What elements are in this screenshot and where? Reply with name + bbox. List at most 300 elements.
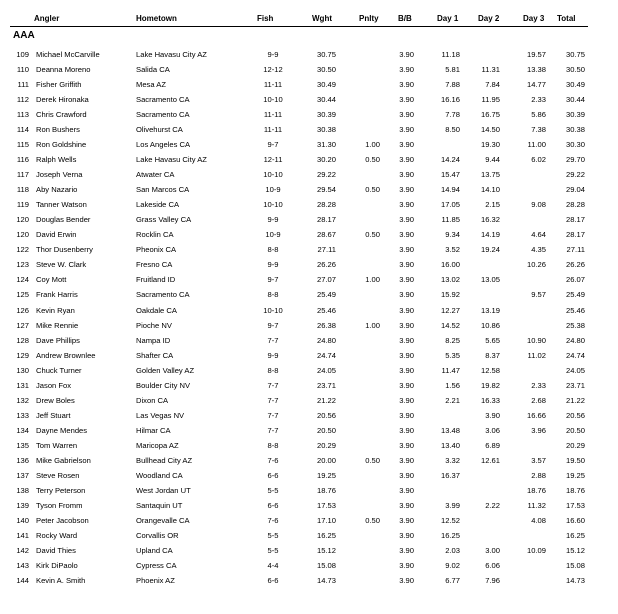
col-big-bass: 3.90 (399, 305, 414, 315)
col-day2: 13.75 (480, 170, 500, 180)
col-hometown: Woodland CA (136, 470, 183, 480)
col-weight: 25.46 (316, 305, 336, 315)
col-fish: 10-10 (263, 200, 283, 210)
col-day2: 16.75 (480, 110, 500, 120)
table-row (0, 303, 618, 318)
table-row (0, 257, 618, 272)
col-big-bass: 3.90 (399, 576, 414, 586)
col-big-bass: 3.90 (399, 275, 414, 285)
col-day2: 6.06 (485, 561, 500, 571)
col-day1: 7.88 (445, 80, 460, 90)
col-place: 114 (16, 125, 29, 135)
header-wght: Wght (312, 14, 332, 23)
col-big-bass: 3.90 (399, 515, 414, 525)
col-day2: 3.06 (485, 425, 500, 435)
table-row (0, 453, 618, 468)
col-day2: 8.37 (485, 350, 500, 360)
section-title: AAA (13, 30, 35, 41)
table-row (0, 573, 618, 588)
col-day1: 17.05 (440, 200, 460, 210)
col-day1: 9.02 (445, 561, 460, 571)
col-angler: Jason Fox (36, 380, 72, 390)
col-day1: 5.81 (445, 65, 460, 75)
col-day2: 19.30 (480, 140, 500, 150)
col-angler: Mike Rennie (36, 320, 79, 330)
col-total: 23.71 (565, 380, 585, 390)
col-weight: 29.54 (316, 185, 336, 195)
col-penalty: 1.00 (365, 320, 380, 330)
col-hometown: Santaquin UT (136, 500, 183, 510)
col-fish: 12-11 (263, 155, 283, 165)
col-day3: 19.57 (526, 50, 546, 59)
col-weight: 31.30 (316, 140, 336, 150)
col-day2: 11.31 (481, 65, 500, 75)
col-day1: 12.52 (440, 515, 460, 525)
col-weight: 15.12 (316, 545, 336, 555)
col-place: 127 (16, 320, 29, 330)
col-day3: 2.33 (531, 95, 546, 105)
table-row (0, 543, 618, 558)
col-fish: 9-7 (267, 320, 279, 330)
col-big-bass: 3.90 (399, 170, 414, 180)
col-day2: 7.84 (485, 80, 500, 90)
table-row (0, 318, 618, 333)
col-day1: 16.00 (440, 260, 460, 270)
table-row (0, 47, 618, 62)
col-angler: Michael McCarville (36, 50, 100, 59)
col-big-bass: 3.90 (399, 410, 414, 420)
col-weight: 21.22 (316, 395, 336, 405)
table-row (0, 498, 618, 513)
col-day2: 6.89 (485, 440, 500, 450)
table-row (0, 423, 618, 438)
col-total: 29.70 (565, 155, 585, 165)
col-angler: Tanner Watson (36, 200, 87, 210)
col-day2: 12.58 (480, 365, 500, 375)
col-hometown: Olivehurst CA (136, 125, 183, 135)
col-fish: 9-9 (267, 350, 279, 360)
col-fish: 7-7 (267, 410, 279, 420)
col-day1: 6.77 (445, 576, 460, 586)
table-row (0, 438, 618, 453)
col-day3: 6.02 (531, 155, 546, 165)
col-day3: 9.08 (531, 200, 546, 210)
col-day3: 7.38 (531, 125, 546, 135)
col-weight: 27.07 (316, 275, 336, 285)
col-fish: 6-6 (267, 576, 279, 586)
col-fish: 7-6 (267, 515, 279, 525)
col-angler: Steve W. Clark (36, 260, 87, 270)
col-weight: 28.28 (316, 200, 336, 210)
col-angler: Steve Rosen (36, 470, 80, 480)
col-day3: 2.88 (531, 470, 546, 480)
col-hometown: Sacramento CA (136, 95, 190, 105)
col-angler: Ron Bushers (36, 125, 80, 135)
col-weight: 30.38 (316, 125, 336, 135)
table-row (0, 287, 618, 302)
header-bb: B/B (398, 14, 412, 23)
col-total: 15.08 (565, 561, 585, 571)
col-place: 135 (16, 440, 29, 450)
col-fish: 6-6 (267, 500, 279, 510)
table-row (0, 227, 618, 242)
col-fish: 11-11 (263, 110, 283, 120)
col-day2: 16.33 (480, 395, 500, 405)
col-fish: 10-10 (263, 305, 283, 315)
col-penalty: 1.00 (365, 140, 380, 150)
col-angler: Kirk DiPaolo (36, 561, 78, 571)
col-weight: 30.20 (316, 155, 336, 165)
col-total: 30.50 (565, 65, 585, 75)
col-big-bass: 3.90 (399, 320, 414, 330)
col-total: 28.28 (565, 200, 585, 210)
col-big-bass: 3.90 (399, 200, 414, 210)
col-weight: 27.11 (317, 245, 336, 255)
col-fish: 7-7 (267, 335, 279, 345)
col-day1: 11.85 (441, 215, 460, 225)
col-place: 120 (16, 215, 29, 225)
col-day3: 4.08 (531, 515, 546, 525)
col-fish: 9-9 (267, 215, 279, 225)
col-angler: Chris Crawford (36, 110, 87, 120)
col-place: 143 (16, 561, 29, 571)
col-place: 131 (16, 380, 29, 390)
col-hometown: Pheonix CA (136, 245, 177, 255)
col-hometown: Lakeside CA (136, 200, 180, 210)
col-weight: 24.05 (316, 365, 336, 375)
col-angler: Peter Jacobson (36, 515, 89, 525)
col-weight: 20.56 (316, 410, 336, 420)
col-total: 19.50 (565, 455, 585, 465)
col-big-bass: 3.90 (399, 561, 414, 571)
col-weight: 20.50 (316, 425, 336, 435)
col-angler: Kevin Ryan (36, 305, 75, 315)
col-fish: 9-7 (267, 140, 279, 150)
col-hometown: Orangevalle CA (136, 515, 190, 525)
col-day1: 3.32 (445, 455, 460, 465)
col-place: 113 (16, 110, 29, 120)
col-fish: 10-10 (263, 170, 283, 180)
col-total: 20.50 (565, 425, 585, 435)
col-place: 130 (16, 365, 29, 375)
col-day2: 14.19 (480, 230, 500, 240)
col-fish: 7-7 (267, 380, 279, 390)
col-angler: Aby Nazario (36, 185, 78, 195)
table-row (0, 513, 618, 528)
table-row (0, 393, 618, 408)
col-place: 141 (16, 530, 29, 540)
col-day1: 16.25 (440, 530, 460, 540)
col-angler: Ralph Wells (36, 155, 77, 165)
col-place: 120 (16, 230, 29, 240)
col-weight: 30.44 (316, 95, 336, 105)
col-fish: 10-9 (265, 185, 281, 195)
header-fish: Fish (257, 14, 274, 23)
col-place: 109 (16, 50, 29, 59)
col-total: 20.29 (565, 440, 585, 450)
col-fish: 11-11 (263, 80, 283, 90)
col-day1: 7.78 (445, 110, 460, 120)
col-total: 29.22 (565, 170, 585, 180)
col-angler: David Thies (36, 545, 76, 555)
col-place: 122 (16, 245, 29, 255)
col-penalty: 0.50 (365, 230, 380, 240)
col-place: 117 (16, 170, 29, 180)
col-fish: 7-7 (267, 395, 279, 405)
col-weight: 20.29 (316, 440, 336, 450)
header-pnlty: Pnlty (359, 14, 379, 23)
table-row (0, 378, 618, 393)
col-place: 134 (16, 425, 29, 435)
table-row (0, 408, 618, 423)
col-day2: 13.05 (480, 275, 500, 285)
col-big-bass: 3.90 (399, 530, 414, 540)
col-fish: 4-4 (267, 561, 279, 571)
col-hometown: Los Angeles CA (136, 140, 191, 150)
col-fish: 8-8 (267, 290, 279, 300)
col-total: 27.11 (566, 245, 585, 255)
col-day1: 2.21 (445, 395, 460, 405)
col-fish: 5-5 (267, 530, 279, 540)
col-weight: 30.39 (316, 110, 336, 120)
col-penalty: 0.50 (365, 515, 380, 525)
col-weight: 24.80 (316, 335, 336, 345)
col-total: 18.76 (565, 485, 585, 495)
table-row (0, 272, 618, 287)
col-hometown: Atwater CA (136, 170, 175, 180)
col-total: 26.07 (565, 275, 585, 285)
col-fish: 7-7 (267, 425, 279, 435)
table-row (0, 212, 618, 227)
table-row (0, 348, 618, 363)
col-weight: 30.75 (316, 50, 336, 59)
col-day2: 19.82 (480, 380, 500, 390)
col-hometown: Fresno CA (136, 260, 173, 270)
col-hometown: Lake Havasu City AZ (136, 50, 207, 59)
col-angler: Tom Warren (36, 440, 78, 450)
col-weight: 24.74 (316, 350, 336, 360)
col-big-bass: 3.90 (399, 485, 414, 495)
col-hometown: San Marcos CA (136, 185, 190, 195)
col-place: 116 (16, 155, 29, 165)
col-weight: 30.50 (316, 65, 336, 75)
col-total: 26.26 (565, 260, 585, 270)
col-angler: Thor Dusenberry (36, 245, 93, 255)
col-place: 140 (16, 515, 29, 525)
col-angler: Joseph Verna (36, 170, 83, 180)
col-hometown: Sacramento CA (136, 110, 190, 120)
col-big-bass: 3.90 (399, 350, 414, 360)
col-hometown: Nampa ID (136, 335, 171, 345)
col-day1: 2.03 (445, 545, 460, 555)
col-hometown: Hilmar CA (136, 425, 171, 435)
col-hometown: Upland CA (136, 545, 173, 555)
col-day1: 1.56 (445, 380, 460, 390)
col-big-bass: 3.90 (399, 440, 414, 450)
col-day3: 11.02 (527, 350, 546, 360)
col-weight: 25.49 (316, 290, 336, 300)
col-total: 30.30 (565, 140, 585, 150)
col-day3: 10.09 (526, 545, 546, 555)
col-fish: 12-12 (263, 65, 283, 75)
col-place: 128 (16, 335, 29, 345)
col-day3: 5.86 (531, 110, 546, 120)
col-day3: 4.64 (531, 230, 546, 240)
col-big-bass: 3.90 (399, 365, 414, 375)
col-total: 24.74 (565, 350, 585, 360)
col-place: 124 (16, 275, 29, 285)
col-day1: 5.35 (445, 350, 460, 360)
col-angler: Dave Phillips (36, 335, 80, 345)
col-day1: 13.40 (440, 440, 460, 450)
col-fish: 9-9 (267, 50, 279, 59)
col-total: 16.60 (565, 515, 585, 525)
col-day2: 9.44 (485, 155, 500, 165)
col-day3: 11.00 (527, 140, 546, 150)
col-day2: 19.24 (480, 245, 500, 255)
col-total: 28.17 (565, 230, 585, 240)
col-place: 129 (16, 350, 29, 360)
header-rule (10, 26, 588, 27)
col-day2: 12.61 (480, 455, 500, 465)
col-big-bass: 3.90 (399, 215, 414, 225)
col-day3: 3.57 (531, 455, 546, 465)
col-day3: 10.26 (526, 260, 546, 270)
col-weight: 26.38 (316, 320, 336, 330)
col-place: 115 (16, 140, 29, 150)
col-hometown: Oakdale CA (136, 305, 177, 315)
col-big-bass: 3.90 (399, 470, 414, 480)
col-day3: 18.76 (526, 485, 546, 495)
col-hometown: West Jordan UT (136, 485, 191, 495)
col-total: 28.17 (565, 215, 585, 225)
col-penalty: 1.00 (365, 275, 380, 285)
col-angler: Ron Goldshine (36, 140, 87, 150)
col-place: 125 (16, 290, 29, 300)
col-total: 30.39 (565, 110, 585, 120)
col-day2: 5.65 (485, 335, 500, 345)
col-weight: 17.10 (316, 515, 336, 525)
col-big-bass: 3.90 (399, 545, 414, 555)
col-weight: 16.25 (316, 530, 336, 540)
table-row (0, 137, 618, 152)
col-big-bass: 3.90 (399, 80, 414, 90)
col-day1: 16.37 (440, 470, 460, 480)
col-place: 132 (16, 395, 29, 405)
col-total: 30.44 (565, 95, 585, 105)
col-big-bass: 3.90 (399, 425, 414, 435)
col-total: 24.05 (565, 365, 585, 375)
col-weight: 19.25 (316, 470, 336, 480)
col-day1: 13.02 (440, 275, 460, 285)
col-angler: Fisher Griffith (36, 80, 82, 90)
col-hometown: Dixon CA (136, 395, 169, 405)
col-angler: Kevin A. Smith (36, 576, 86, 586)
col-day1: 3.99 (445, 500, 460, 510)
table-row (0, 152, 618, 167)
col-day3: 13.38 (526, 65, 546, 75)
col-day3: 2.33 (531, 380, 546, 390)
col-total: 25.38 (565, 320, 585, 330)
table-row (0, 77, 618, 92)
col-hometown: Fruitland ID (136, 275, 176, 285)
col-angler: Derek Hironaka (36, 95, 89, 105)
col-day1: 8.25 (445, 335, 460, 345)
table-row (0, 197, 618, 212)
col-day2: 10.86 (480, 320, 500, 330)
col-place: 119 (16, 200, 29, 210)
col-hometown: Mesa AZ (136, 80, 166, 90)
table-row (0, 333, 618, 348)
col-hometown: Salida CA (136, 65, 170, 75)
col-day1: 14.24 (440, 155, 460, 165)
col-fish: 8-8 (267, 440, 279, 450)
col-angler: Jeff Stuart (36, 410, 71, 420)
col-hometown: Pioche NV (136, 320, 172, 330)
col-angler: Mike Gabrielson (36, 455, 91, 465)
col-place: 137 (16, 470, 29, 480)
col-hometown: Maricopa AZ (136, 440, 179, 450)
col-total: 20.56 (565, 410, 585, 420)
col-place: 136 (16, 455, 29, 465)
col-day3: 9.57 (531, 290, 546, 300)
col-weight: 18.76 (316, 485, 336, 495)
col-big-bass: 3.90 (399, 155, 414, 165)
col-total: 25.46 (565, 305, 585, 315)
col-big-bass: 3.90 (399, 380, 414, 390)
col-day2: 14.10 (480, 185, 500, 195)
col-weight: 14.73 (316, 576, 336, 586)
col-big-bass: 3.90 (399, 50, 414, 59)
col-angler: Chuck Turner (36, 365, 82, 375)
col-place: 144 (16, 576, 29, 586)
col-big-bass: 3.90 (399, 500, 414, 510)
col-day3: 11.32 (527, 500, 546, 510)
table-row (0, 528, 618, 543)
header-hometown: Hometown (136, 14, 177, 23)
col-place: 118 (16, 185, 29, 195)
col-angler: Frank Harris (36, 290, 78, 300)
col-big-bass: 3.90 (399, 260, 414, 270)
col-day1: 11.47 (441, 365, 460, 375)
col-total: 15.12 (565, 545, 585, 555)
col-day2: 3.90 (485, 410, 500, 420)
col-place: 111 (17, 80, 29, 90)
col-total: 21.22 (565, 395, 585, 405)
col-weight: 28.17 (316, 215, 336, 225)
col-total: 25.49 (565, 290, 585, 300)
col-big-bass: 3.90 (399, 110, 414, 120)
col-day2: 7.96 (485, 576, 500, 586)
col-day1: 14.52 (440, 320, 460, 330)
col-day3: 16.66 (526, 410, 546, 420)
col-day3: 14.77 (526, 80, 546, 90)
col-big-bass: 3.90 (399, 395, 414, 405)
col-angler: Deanna Moreno (36, 65, 91, 75)
col-hometown: Bullhead City AZ (136, 455, 193, 465)
table-row (0, 182, 618, 197)
col-day1: 15.92 (440, 290, 460, 300)
col-total: 16.25 (565, 530, 585, 540)
col-fish: 11-11 (263, 125, 283, 135)
col-fish: 9-9 (267, 260, 279, 270)
col-total: 24.80 (565, 335, 585, 345)
col-angler: Drew Boles (36, 395, 75, 405)
col-penalty: 0.50 (365, 455, 380, 465)
table-row (0, 558, 618, 573)
col-day3: 3.96 (531, 425, 546, 435)
col-total: 30.49 (565, 80, 585, 90)
